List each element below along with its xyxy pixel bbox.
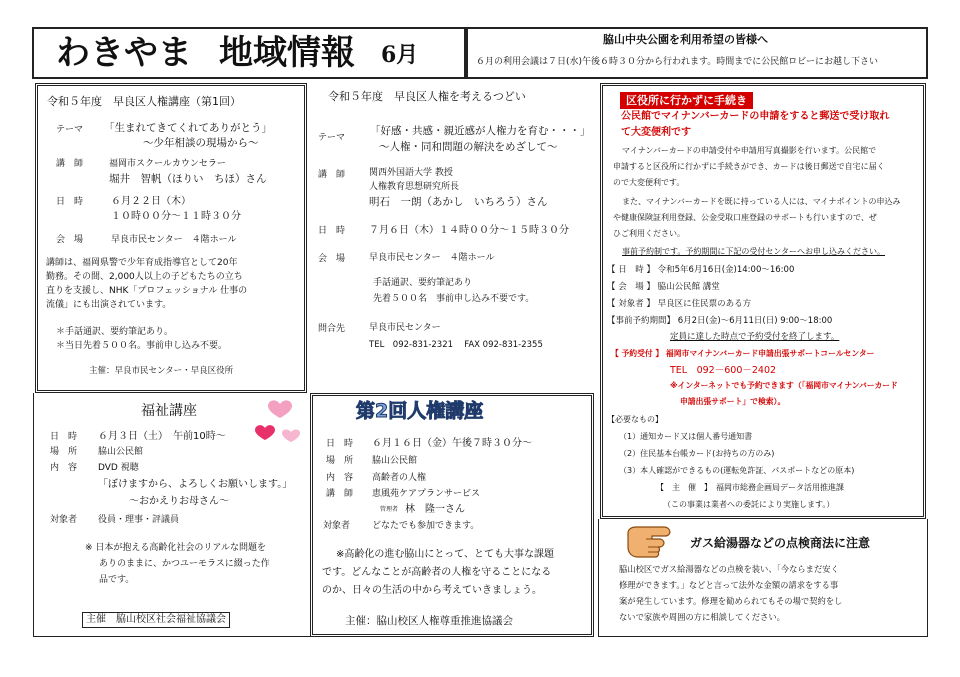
gas-title: ガス給湯器などの点検商法に注意 (690, 536, 871, 550)
reservation-note: 事前予約制です。予約期間に下記の受付センターへお申し込みください。 (622, 247, 886, 256)
event-venue-row: 【 会 場 】 脇山公民館 講堂 (607, 282, 720, 292)
target-label: 対象者 (50, 515, 78, 525)
date-label: 日 時 (326, 439, 354, 449)
place-label: 場 所 (50, 447, 78, 457)
date-value: ６月１６日（金）午後７時３０分～ (372, 438, 532, 449)
jinken-koza-2-desc: ※高齢化の進む脇山にとって、とても大事な課題 (336, 549, 554, 560)
gas-text: 修理ができます。」などと言って法外な金額の請求をする事 (619, 580, 839, 590)
contact-name: 早良市民センター (369, 323, 441, 333)
date-label: 日 時 (50, 432, 78, 442)
mynumber-para: マイナンバーカードの申請受付や申請用写真撮影を行います。公民館で (622, 146, 877, 155)
contact-tel: TEL 092-831-2321 FAX 092-831-2355 (369, 340, 543, 350)
mynumber-host: 【 主 催 】 福岡市総務企画局データ活用推進課 (656, 483, 844, 492)
place-value: 脇山公民館 (372, 456, 418, 466)
gas-text: ないで家族や周囲の方に相談してください。 (619, 612, 785, 622)
event-date-row: 【 日 時 】 令和5年6月16日(金)14:00～16:00 (607, 265, 795, 275)
need-item: （2）住民基本台帳カード(お持ちの方のみ) (619, 449, 775, 458)
host-text: 主催：早良市民センター・早良区役所 (89, 366, 234, 376)
event-target-row: 【 対象者 】 早良区に住民票のある方 (607, 299, 752, 309)
content-label: 内 容 (326, 473, 354, 483)
lecturer-name: 明石 一朗（あかし いちろう）さん (369, 196, 548, 208)
gas-text: 脇山校区でガス給湯器などの点検を装い、「今ならまだ安く (619, 564, 839, 574)
needs-title: 【必要なもの】 (607, 415, 663, 424)
internet-note-cont: 申請出張サポート」で検索）。 (680, 397, 786, 406)
theme-line: 「生まれてきてくれてありがとう」 (104, 122, 272, 134)
mynumber-para: 申請すると区役所に行かずに手続きができ、カードは後日郵送で自宅に届く (613, 162, 885, 171)
desc-line: 講師は、福岡県警で少年育成指導官として20年 (46, 258, 238, 268)
masthead-month: 6月 (381, 42, 419, 68)
park-notice-title: 脇山中央公園を利用希望の皆様へ (603, 33, 768, 46)
mynumber-para: また、マイナンバーカードを既に持っている人には、マイナポイントの申込み (622, 197, 901, 206)
date-label: 日 時 (56, 197, 84, 207)
desc-line: 直りを支援し、NHK「プロフェッショナル 仕事の (46, 286, 248, 296)
reservation-period-row: 【事前予約期間】 6月2日(金)～6月11日(日) 9:00～18:00 (607, 316, 833, 326)
venue-label: 会 場 (56, 235, 84, 245)
mynumber-headline-cont: て大変便利です (621, 127, 691, 138)
mynumber-para: ので大変便利です。 (613, 178, 685, 187)
target-label: 対象者 (323, 521, 351, 531)
date-label: 日 時 (318, 226, 346, 236)
lecturer-org: 福岡市スクールカウンセラー (109, 159, 226, 169)
mynumber-host-note: （この事業は業者への委託により実施します。） (663, 500, 835, 509)
jinken-koza-1-title: 令和５年度 早良区人権講座（第1回） (47, 95, 241, 108)
date-value: ６月３日（土） 午前10時～ (98, 431, 226, 442)
note-line: 先着５００名 事前申し込み不要です。 (373, 294, 535, 304)
need-item: （1）通知カード又は個人番号通知書 (619, 432, 753, 441)
fukushi-note: 品です。 (99, 575, 135, 585)
mynumber-para: ひご利用ください。 (613, 229, 685, 238)
jinken-koza-2-desc: です。どんなことが高齢者の人権を守ることになる (322, 567, 552, 578)
lecturer-label: 講 師 (326, 489, 354, 499)
lecturer-name: 林 隆一さん (405, 504, 465, 515)
fukushi-host: 主催 脇山校区社会福祉協議会 (82, 612, 230, 628)
desc-line: 勤務。その間、2,000人以上の子どもたちの立ち (46, 272, 243, 282)
venue-value: 早良市民センター ４階ホール (369, 253, 495, 263)
content-label: 内 容 (50, 463, 78, 473)
venue-label: 会 場 (318, 254, 346, 264)
date-value: ７月６日（木）１４時００分～１５時３０分 (369, 225, 569, 236)
venue-value: 早良市民センター ４階ホール (111, 235, 237, 245)
content-value: DVD 視聴 (98, 463, 139, 473)
mynumber-para: や健康保険証利用登録、公金受取口座登録のサポートも行いますので、ぜ (613, 213, 877, 222)
mynumber-headline: 公民館でマイナンバーカードの申請をすると郵送で受け取れ (621, 111, 890, 122)
internet-note: ※インターネットでも予約できます（｢福岡市マイナンバーカード (670, 381, 898, 390)
jinken-koza-2-title: 第2回人権講座 (356, 400, 484, 422)
pointing-hand-icon (624, 525, 682, 559)
theme-line: 「好感・共感・親近感が人権力を育む・・・」 (370, 125, 591, 137)
hearts-icon (252, 398, 312, 448)
theme-subline: ～人権・同和問題の解決をめざして～ (379, 141, 558, 153)
fukushi-note: ありのままに、かつユーモラスに綴った作 (99, 559, 270, 569)
park-notice-text: ６月の利用会議は７日(水)午後６時３０分から行われます。時間までに公民館ロビーにお越し下さい (476, 57, 878, 67)
fukushi-note: ※ 日本が抱える高齢化社会のリアルな問題を (85, 543, 267, 553)
fukushi-title: 福祉講座 (141, 403, 197, 419)
place-value: 脇山公民館 (98, 447, 144, 457)
content-value: 高齢者の人権 (372, 473, 427, 483)
reservation-period-note: 定員に達した時点で予約受付を終了します。 (670, 332, 840, 342)
gas-text: 案が発生しています。修理を勧められてもその場で契約をし (619, 596, 843, 606)
lecturer-org: 恵風苑ケアプランサービス (372, 489, 481, 499)
note-line: 手話通訳、要約筆記あり (373, 278, 473, 288)
content-value: 「ぼけますから、よろしくお願いします。」 (98, 479, 293, 490)
target-value: どなたでも参加できます。 (372, 521, 480, 531)
target-value: 役員・理事・評議員 (98, 515, 180, 525)
lecturer-label: 講 師 (56, 159, 84, 169)
note-line: ＊当日先着５００名。事前申し込み不要。 (56, 341, 228, 351)
contact-label: 問合先 (318, 324, 346, 334)
mynumber-badge: 区役所に行かずに手続き (620, 92, 753, 109)
reception-tel: TEL 092－600－2402 (670, 365, 777, 376)
date-value: ６月２２日（木） (111, 196, 191, 207)
note-line: ＊手話通訳、要約筆記あり。 (56, 327, 174, 337)
lecturer-label: 講 師 (318, 170, 346, 180)
theme-label: テーマ (56, 125, 84, 135)
lecturer-org: 人権教育思想研究所長 (369, 182, 460, 192)
need-item: （3）本人確認ができるもの(運転免許証、パスポートなどの原本) (619, 466, 855, 475)
reception-row: 【 予約受付 】 福岡市マイナンバーカード申請出張サポートコールセンター (611, 349, 875, 358)
masthead-title-part2: 地域情報 (219, 33, 355, 73)
time-value: １０時００分～１１時３０分 (111, 211, 241, 222)
theme-subline: ～少年相談の現場から～ (143, 137, 259, 149)
lecturer-org: 関西外国語大学 教授 (369, 168, 453, 178)
jinken-koza-2-host: 主催：脇山校区人権尊重推進協議会 (345, 615, 513, 627)
content-value: ～おかえりお母さん～ (129, 496, 229, 507)
lecturer-name: 堀井 智帆（ほりい ちほ）さん (109, 173, 267, 185)
place-label: 場 所 (326, 456, 354, 466)
theme-label: テーマ (318, 133, 346, 143)
masthead-title-part1: わきやま (56, 33, 192, 73)
desc-line: 流儀」にも出演されています。 (46, 300, 172, 310)
jinken-tsudoi-title: 令和５年度 早良区人権を考えるつどい (328, 90, 526, 103)
jinken-koza-2-desc: のか、日々の生活の中から考えていきましょう。 (322, 585, 542, 596)
manager-label: 管理者 (380, 506, 399, 513)
